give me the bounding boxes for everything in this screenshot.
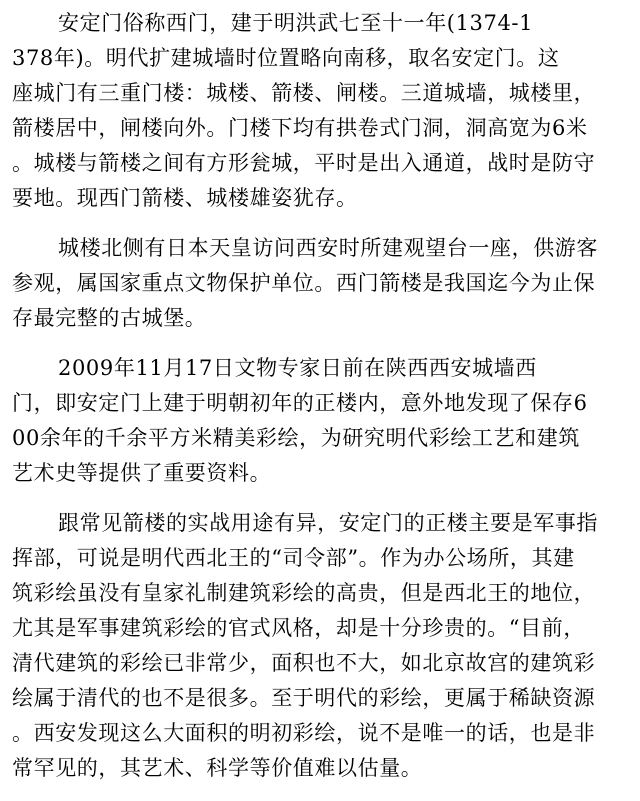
text-line: 。西安发现这么大面积的明初彩绘，说不是唯一的话，也是非 <box>12 721 596 745</box>
text-line: 参观，属国家重点文物保护单位。西门箭楼是我国迄今为止保 <box>12 271 596 295</box>
paragraph-anding-gate-history <box>12 6 632 216</box>
text-line: 2009年11月17日文物专家日前在陕西西安城墙西 <box>58 356 537 380</box>
text-line: 要地。现西门箭楼、城楼雄姿犹存。 <box>12 186 358 210</box>
text-line: 尤其是军事建筑彩绘的官式风格，却是十分珍贵的。“目前， <box>12 616 585 640</box>
paragraph-painting-discovery <box>12 351 632 491</box>
text-line: 常罕见的，其艺术、科学等价值难以估量。 <box>12 756 423 780</box>
text-line: 安定门俗称西门，建于明洪武七至十一年(1374-1 <box>58 11 534 35</box>
text-line: 箭楼居中，闸楼向外。门楼下均有拱卷式门洞，洞高宽为6米 <box>12 116 588 140</box>
text-line: 378年)。明代扩建城墙时位置略向南移，取名安定门。这 <box>12 46 560 70</box>
text-line: 座城门有三重门楼：城楼、箭楼、闸楼。三道城墙，城楼里， <box>12 81 596 105</box>
text-line: 绘属于清代的也不是很多。至于明代的彩绘，更属于稀缺资源 <box>12 686 596 710</box>
text-line: 00余年的千余平方米精美彩绘，为研究明代彩绘工艺和建筑 <box>12 426 580 450</box>
text-line: 艺术史等提供了重要资料。 <box>12 461 272 485</box>
paragraph-painting-value <box>12 506 632 786</box>
paragraph-observation-platform <box>12 231 632 336</box>
text-line: 挥部，可说是明代西北王的“司令部”。作为办公场所，其建 <box>12 546 575 570</box>
text-line: 城楼北侧有日本天皇访问西安时所建观望台一座，供游客 <box>58 236 598 260</box>
text-line: 门，即安定门上建于明朝初年的正楼内，意外地发现了保存6 <box>12 391 588 415</box>
text-line: 跟常见箭楼的实战用途有异，安定门的正楼主要是军事指 <box>58 511 598 535</box>
text-line: 。城楼与箭楼之间有方形瓮城，平时是出入通道，战时是防守 <box>12 151 596 175</box>
article-body <box>12 6 632 801</box>
text-line: 清代建筑的彩绘已非常少，面积也不大，如北京故宫的建筑彩 <box>12 651 596 675</box>
text-line: 筑彩绘虽没有皇家礼制建筑彩绘的高贵，但是西北王的地位， <box>12 581 596 605</box>
text-line: 存最完整的古城堡。 <box>12 306 207 330</box>
